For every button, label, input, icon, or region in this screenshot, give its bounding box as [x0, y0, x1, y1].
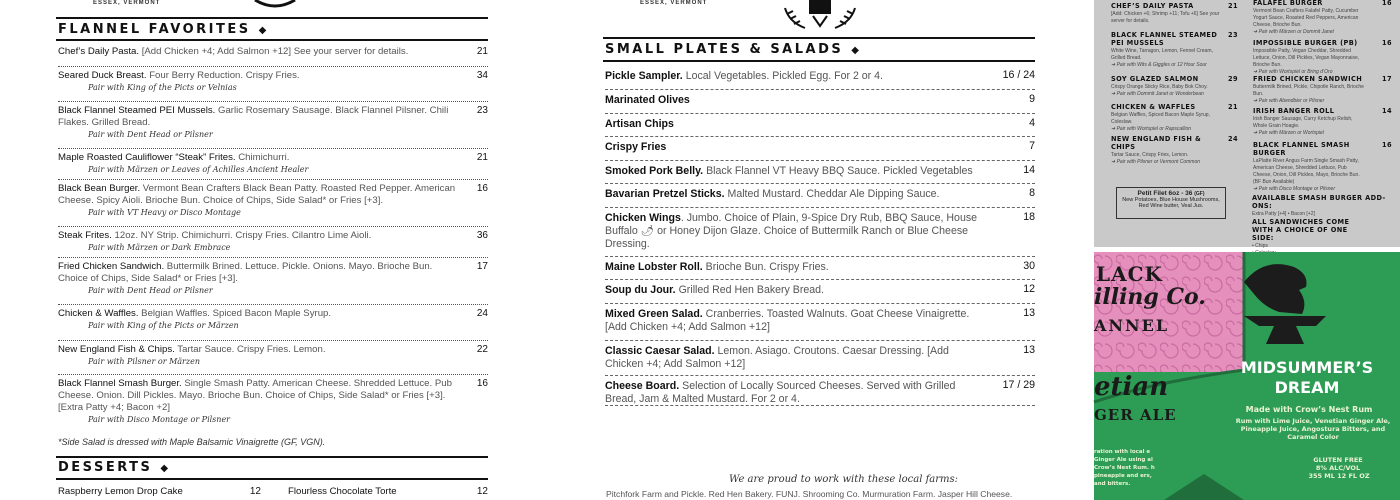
dotted-divider — [58, 148, 488, 149]
brand-text: ANNEL — [1094, 316, 1170, 335]
menu-item — [605, 345, 985, 371]
menu-item — [58, 261, 458, 296]
ornament-icon: ◆ — [258, 25, 267, 36]
thumb-menu-item: IMPOSSIBLE BURGER (PB) Impossible Patty, Vegan Cheddar, Shredded Lettuce, Onion, Dill Pickles, Vegan Mayonnaise, Brioche Bun. ➜ Pair with Wortspiel or Bring d’Oro — [1253, 39, 1360, 75]
menu-item-price: 4 — [1029, 117, 1035, 129]
menu-item-price: 12 — [1023, 283, 1035, 295]
menu-item-pairing: Pair with Märzen or Dark Embrace — [88, 243, 231, 252]
menu-item-price: 8 — [1029, 187, 1035, 199]
menu-item-desc: Chimichurri. — [235, 152, 290, 163]
menu-item-pairing: Pair with Dent Head or Pilsner — [88, 130, 213, 139]
menu-item — [605, 94, 985, 107]
menu-page-left — [0, 0, 530, 500]
dashed-divider — [605, 89, 1035, 90]
thumb-menu-item: FRIED CHICKEN SANDWICH Buttermilk Brined, Pickle, Chipotle Ranch, Brioche Bun. ➜ Pair with Abendbier or Pilsner — [1253, 75, 1364, 104]
thumb-menu-item: FALAFEL BURGER Vermont Bean Crafters Falafel Patty, Cucumber Yogurt Sauce, Roasted Red Peppers, American Cheese, Brioche Bun. ➜ Pair with Märzen or Dommit Janet — [1253, 0, 1359, 35]
menu-item-name: Smoked Pork Belly. — [605, 165, 704, 177]
menu-item-desc: 12oz. NY Strip. Chimichurri. Crispy Fries. Cilantro Lime Aioli. — [111, 230, 372, 241]
divider — [56, 39, 488, 41]
crest-logo-icon — [245, 0, 305, 10]
menu-item-pairing: Pair with Märzen or Leaves of Achilles Ancient Healer — [88, 165, 309, 174]
menu-item — [605, 308, 985, 334]
product-subtitle: Made with Crow’s Nest Rum — [1245, 405, 1373, 414]
side-salad-footnote: *Side Salad is dressed with Maple Balsamic Vinaigrette (GF, VGN). — [58, 437, 326, 447]
product-ingredients: Rum with Lime Juice, Venetian Ginger Ale, Pineapple Juice, Angostura Bitters, and Caramel Color — [1235, 417, 1391, 441]
menu-item — [58, 105, 458, 140]
divider — [56, 478, 488, 480]
thumb-menu-price: 21 — [1228, 2, 1238, 10]
divider — [603, 37, 1035, 39]
menu-item-price: 24 — [476, 308, 488, 319]
menu-item — [58, 46, 458, 58]
menu-item — [58, 152, 458, 175]
dotted-divider — [58, 101, 488, 102]
logo-tagline: ESSEX, VERMONT — [93, 0, 161, 6]
menu-item-pairing: Pair with King of the Picts or Velnias — [88, 83, 237, 92]
dashed-divider — [605, 303, 1035, 304]
menu-item-desc: Garlic Rosemary Sausage. Black Flannel Pilsner. Chili Flakes. Grilled Bread. — [58, 105, 449, 128]
menu-item-price: 34 — [476, 70, 488, 81]
menu-item-name: Pickle Sampler. — [605, 70, 683, 82]
menu-item — [58, 183, 458, 218]
menu-item-pairing: Pair with Pilsner or Märzen — [88, 357, 200, 366]
dotted-divider — [58, 226, 488, 227]
dashed-divider — [605, 136, 1035, 137]
thumb-menu-price: 21 — [1228, 103, 1238, 111]
dashed-divider — [605, 207, 1035, 208]
divider — [56, 456, 488, 458]
menu-item-price: 22 — [476, 344, 488, 355]
menu-item — [58, 378, 458, 425]
menu-page-middle — [545, 0, 1085, 500]
menu-item-price: 16 — [476, 378, 488, 389]
menu-item-name: Chicken Wings — [605, 212, 681, 224]
menu-item-pairing: Pair with Dent Head or Pilsner — [88, 286, 213, 295]
menu-item-name: Crispy Fries — [605, 141, 667, 153]
menu-item — [605, 165, 985, 178]
menu-item-price: 17 — [476, 261, 488, 272]
product-name-partial: etian — [1094, 372, 1169, 402]
menu-item — [605, 284, 985, 297]
thumb-menu-price: 29 — [1228, 75, 1238, 83]
menu-item-name: Classic Caesar Salad. — [605, 345, 715, 357]
logo-tagline: ESSEX, VERMONT — [640, 0, 708, 6]
menu-item — [605, 380, 985, 406]
menu-item-name: Black Flannel Steamed PEI Mussels. — [58, 105, 216, 116]
dashed-divider — [605, 256, 1035, 257]
menu-item-price: 9 — [1029, 93, 1035, 105]
menu-item-name: Bavarian Pretzel Sticks. — [605, 188, 725, 200]
product-title: DREAM — [1274, 378, 1340, 397]
dotted-divider — [58, 304, 488, 305]
menu-item-price: 13 — [1023, 344, 1035, 356]
menu-item-price: 17 / 29 — [1002, 379, 1035, 391]
menu-item-price: 13 — [1023, 307, 1035, 319]
can-label-image — [1094, 252, 1400, 500]
menu-item-name: Chef’s Daily Pasta. — [58, 46, 140, 57]
dashed-divider — [605, 405, 1035, 406]
farms-heading: We are proud to work with these local farms: — [729, 474, 959, 485]
menu-item-pairing: Pair with King of the Picts or Märzen — [88, 321, 239, 330]
menu-item-name: Marinated Olives — [605, 94, 690, 106]
menu-thumbnail — [1094, 0, 1400, 247]
thumb-menu-price: 16 — [1382, 39, 1392, 47]
volume: 355 ML 12 FL OZ — [1308, 472, 1370, 480]
menu-item-name: Maine Lobster Roll. — [605, 261, 703, 273]
menu-item — [605, 212, 985, 251]
menu-item-name: Soup du Jour. — [605, 284, 676, 296]
menu-item-price: 30 — [1023, 260, 1035, 272]
menu-item-desc: [Add Chicken +4; Add Salmon +12] See your server for details. — [139, 46, 409, 57]
menu-item-price: 7 — [1029, 140, 1035, 152]
dashed-divider — [605, 340, 1035, 341]
section-title-small-plates: SMALL PLATES & SALADS ◆ — [605, 42, 859, 57]
ornament-icon: ◆ — [851, 45, 859, 56]
menu-item-price: 21 — [476, 152, 488, 163]
menu-item-name: Seared Duck Breast. — [58, 70, 147, 81]
product-side-text: ration with local e Ginger Ale using al Crow’s Nest Rum. h pineapple and ers, and bitters. — [1094, 449, 1155, 487]
menu-item-name: Mixed Green Salad. — [605, 308, 703, 320]
thumb-menu-item: BLACK FLANNEL SMASH BURGER LaPlatte River Angus Farm Single Smash Patty, American Cheese, Shredded Lettuce, Pub Cheese, Onion, Dill Pickles, Mayo, Brioche Bun. (BF Bun Available) ➜ Pair with Disco Montage or Pilsner — [1253, 141, 1360, 192]
thumb-menu-item: SOY GLAZED SALMON Crispy Orange Sticky Rice, Baby Bok Choy. ➜ Pair with Dommit Janet or Wonderbean — [1111, 75, 1208, 97]
thumb-menu-price: 14 — [1382, 107, 1392, 115]
menu-item — [605, 141, 985, 154]
menu-item-desc: Four Berry Reduction. Crispy Fries. — [146, 70, 300, 81]
thumb-menu-item: CHICKEN & WAFFLES Belgian Waffles, Spiced Bacon Maple Syrup, Coleslaw. ➜ Pair with Wortspiel or Rapscallion — [1111, 103, 1210, 132]
thumb-menu-item: BLACK FLANNEL STEAMED PEI MUSSELS White Wine, Tarragon, Lemon, Fennel Cream, Grilled Bread. ➜ Pair with Wits & Giggles or 12 Hour Sour — [1111, 31, 1218, 68]
thumb-menu-item: CHEF’S DAILY PASTA [Add: Chicken +6; Shrimp +11; Tofu +6] See your server for details. — [1111, 2, 1220, 24]
dashed-divider — [605, 279, 1035, 280]
menu-item-name: Fried Chicken Sandwich. — [58, 261, 165, 272]
menu-item-name: Black Flannel Smash Burger. — [58, 378, 182, 389]
divider — [56, 17, 488, 19]
menu-item-price: 18 — [1023, 211, 1035, 223]
divider — [603, 60, 1035, 62]
menu-item — [605, 70, 985, 83]
menu-item-desc: Black Flannel VT Heavy BBQ Sauce. Pickled Vegetables — [703, 165, 973, 177]
menu-item-name: Black Bean Burger. — [58, 183, 141, 194]
badge-abv: 8% ALC/VOL — [1315, 464, 1361, 472]
menu-item-desc: Selection of Locally Sourced Cheeses. Served with Grilled Bread, Jam & Malted Mustard. For 2 or 4. — [605, 380, 956, 405]
menu-item-desc: Malted Mustard. Cheddar Ale Dipping Sauce. — [724, 188, 940, 200]
dotted-divider — [58, 179, 488, 180]
section-title-flannel-favorites: FLANNEL FAVORITES ◆ — [58, 22, 267, 37]
menu-item-pairing: Pair with VT Heavy or Disco Montage — [88, 208, 241, 217]
menu-item-price: 16 / 24 — [1002, 69, 1035, 81]
menu-item-desc: . Jumbo. Choice of Plain, 9-Spice Dry Rub, BBQ Sauce, House Buffalo 🌶 or Honey Dijon Glaze. Choice of Buttermilk Ranch or Blue Cheese Dressing. — [605, 212, 978, 250]
menu-item-desc: Local Vegetables. Pickled Egg. For 2 or 4. — [682, 70, 883, 82]
menu-item-name: Steak Frites. — [58, 230, 112, 241]
dashed-divider — [605, 183, 1035, 184]
menu-item-price: 16 — [476, 183, 488, 194]
menu-item — [58, 344, 458, 367]
menu-item-desc: Cranberries. Toasted Walnuts. Goat Cheese Vinaigrette. [Add Chicken +4; Add Salmon +12] — [605, 308, 970, 333]
menu-item — [605, 188, 985, 201]
menu-item — [58, 308, 458, 331]
thumb-menu-item: IRISH BANGER ROLL Irish Banger Sausage, Curry Ketchup Relish, Whole Grain Hoagie. ➜ Pair with Märzen or Wortspiel — [1253, 107, 1353, 136]
badge-gluten-free: GLUTEN FREE — [1313, 456, 1363, 464]
menu-item-desc: Brioche Bun. Crispy Fries. — [702, 261, 829, 273]
menu-item-desc: Vermont Bean Crafters Black Bean Patty. Roasted Red Pepper. American Cheese. Spicy Aioli. Brioche Bun. Choice of Chips, Side Salad* or Fries [+3]. — [58, 183, 456, 206]
thumb-menu-price: 23 — [1228, 31, 1238, 39]
sides: ALL SANDWICHES COME WITH A CHOICE OF ONE SIDE: • Chips — [1252, 218, 1350, 249]
dotted-divider — [58, 66, 488, 67]
product-title: MIDSUMMER’S — [1240, 358, 1374, 377]
dashed-divider — [605, 375, 1035, 376]
menu-item-desc: Tartar Sauce. Crispy Fries. Lemon. — [174, 344, 326, 355]
menu-item — [58, 70, 458, 93]
menu-item-name: Chicken & Waffles. — [58, 308, 139, 319]
dessert-item: Raspberry Lemon Drop Cake — [58, 486, 183, 497]
thumb-menu-price: 17 — [1382, 75, 1392, 83]
section-title-desserts: DESSERTS ◆ — [58, 460, 169, 475]
menu-item-desc: Single Smash Patty. American Cheese. Shredded Lettuce. Pub Cheese. Onion. Dill Pickles. Mayo. Brioche Bun. Choice of Chips, Side Salad* or Fries [+3]. [Extra Patty +4; Bacon +2] — [58, 378, 452, 413]
menu-item-name: Maple Roasted Cauliflower “Steak” Frites. — [58, 152, 236, 163]
menu-item — [605, 118, 985, 131]
product-style-partial: GER ALE — [1094, 406, 1177, 424]
thumb-menu-price: 16 — [1382, 141, 1392, 149]
menu-item-name: New England Fish & Chips. — [58, 344, 175, 355]
menu-item-desc: Belgian Waffles. Spiced Bacon Maple Syrup. — [138, 308, 332, 319]
menu-item-price: 21 — [476, 46, 488, 57]
farms-list: Pitchfork Farm and Pickle. Red Hen Bakery. FUNJ. Shrooming Co. Murmuration Farm. Jasper Hill Cheese. — [606, 489, 1013, 499]
menu-item-price: 23 — [476, 105, 488, 116]
menu-item — [605, 261, 985, 274]
thumb-menu-price: 16 — [1382, 0, 1392, 7]
addons: AVAILABLE SMASH BURGER ADD-ONS: Extra Patty [+4] • Bacon [+2] — [1252, 194, 1386, 217]
brand-text: illing Co. — [1094, 284, 1206, 310]
menu-item-pairing: Pair with Disco Montage or Pilsner — [88, 415, 230, 424]
dessert-price: 12 — [476, 486, 488, 497]
dashed-divider — [605, 160, 1035, 161]
menu-item — [58, 230, 458, 253]
crest-logo-icon — [775, 0, 865, 32]
menu-item-desc: Lemon. Asiago. Croutons. Caesar Dressing. [Add Chicken +4; Add Salmon +12] — [605, 345, 949, 370]
menu-item-price: 36 — [476, 230, 488, 241]
menu-item-name: Artisan Chips — [605, 118, 674, 130]
thumb-menu-item: NEW ENGLAND FISH & CHIPS Tartar Sauce, Crispy Fries, Lemon. ➜ Pair with Pilsner or Vermont Common — [1111, 135, 1202, 165]
dessert-price: 12 — [249, 486, 261, 497]
menu-item-price: 14 — [1023, 164, 1035, 176]
menu-item-desc: Grilled Red Hen Bakery Bread. — [675, 284, 825, 296]
ornament-icon: ◆ — [160, 463, 169, 474]
dessert-item: Flourless Chocolate Torte — [288, 486, 397, 497]
dotted-divider — [58, 340, 488, 341]
special-box: Petit Filet 6oz - 36 (GF) New Potatoes, Blue House Mushrooms, Red Wine butter, Veal Jus. — [1116, 187, 1226, 219]
thumb-menu-price: 24 — [1228, 135, 1238, 143]
dotted-divider — [58, 374, 488, 375]
dotted-divider — [58, 257, 488, 258]
menu-item-name: Cheese Board. — [605, 380, 680, 392]
dashed-divider — [605, 113, 1035, 114]
brand-text: LACK — [1096, 262, 1163, 286]
menu-item-desc: Buttermilk Brined. Lettuce. Pickle. Onions. Mayo. Brioche Bun. Choice of Chips, Side Salad* or Fries [+3]. — [58, 261, 433, 284]
